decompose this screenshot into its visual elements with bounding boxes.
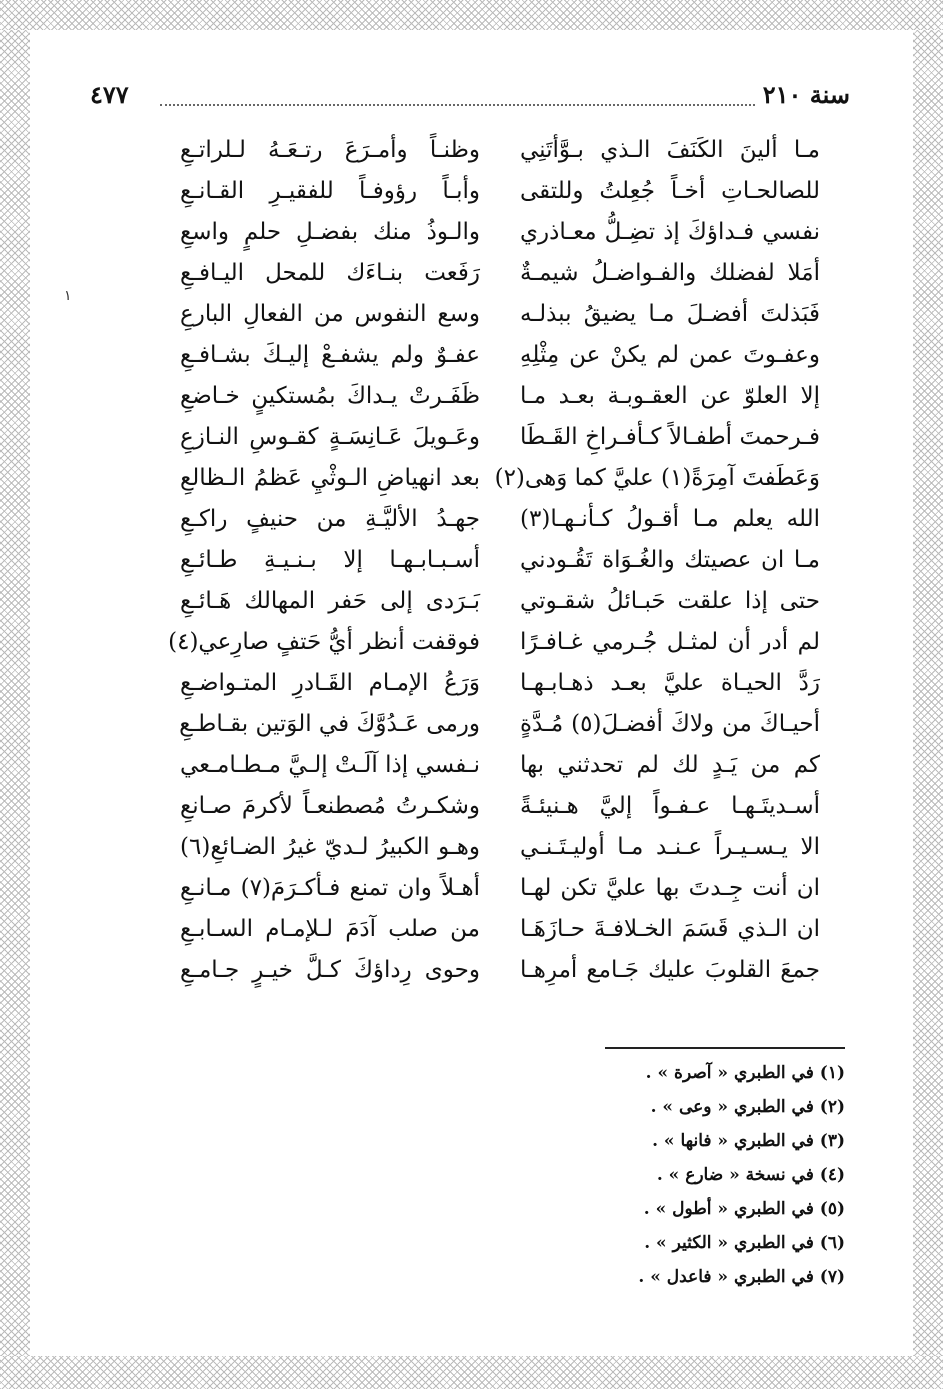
margin-mark: ١: [64, 288, 72, 304]
footnote: (١) في الطبري « آصرة » .: [645, 1063, 845, 1083]
hemistich-left: جهـدُ الأليَّـةِ من حنيفٍ راكـعِ: [180, 506, 480, 532]
hemistich-right: أمَلا لفضلك والفـواضـلُ شيمـةٌ: [520, 260, 820, 286]
hemistich-right: لم أدر أن لمثـل جُـرمي غـافـرًا: [520, 629, 820, 655]
decorative-border-right: [913, 30, 943, 1356]
footnote: (٦) في الطبري « الكثير » .: [644, 1233, 845, 1253]
footnote: (٢) في الطبري « وعى » .: [650, 1097, 845, 1117]
hemistich-right: جمعَ القلوبَ عليك جَـامع أمرِهـا: [520, 957, 820, 983]
hemistich-right: أحيـاكَ من ولاكَ أفضـلَ(٥) مُـدَّةٍ: [520, 711, 821, 737]
hemistich-right: ان الـذي قَسَمَ الخـلافـةَ حـازَهَـا: [520, 916, 820, 942]
hemistich-left: وعَـويلَ عَـانِسَـةٍ كقـوسِ النـازعِ: [180, 424, 480, 450]
hemistich-left: وشكـرتُ مُصطنعـاً لأكرمَ صـانعِ: [180, 793, 480, 819]
hemistich-right: نفسي فـداؤكَ إذ تضِـلُّ معـاذري: [520, 219, 820, 245]
year-label: سنة ٢١٠: [762, 80, 850, 109]
hemistich-right: أسـديتَـهـا عـفـواً إليَّ هـنيئـةً: [520, 793, 820, 819]
hemistich-left: وهـو الكبيرُ لـديّ غيرُ الضـائعِ(٦): [180, 834, 480, 860]
hemistich-left: وحوى رِداؤكَ كـلَّ خيـرٍ جـامـعِ: [180, 957, 480, 983]
hemistich-right: الله يعلم مـا أقـولُ كـأنـهـا(٣): [520, 506, 820, 532]
hemistich-left: فوقفت أنظر أيُّ حَتفٍ صارِعي(٤): [168, 629, 480, 655]
hemistich-left: ورمى عَـدُوَّكَ في الوَتين بقـاطـعِ: [179, 711, 480, 737]
decorative-border-top: [0, 0, 943, 30]
decorative-border-left: [0, 30, 30, 1356]
hemistich-right: كم من يَـدٍ لك لم تحدثني بها: [520, 752, 820, 778]
hemistich-left: نـفسي إذا آلَـتْ إلـيَّ مـطـامـعي: [180, 752, 480, 778]
hemistich-left: وأبـاً رؤوفـاً للفقيـرِ القـانـعِ: [180, 178, 480, 204]
footnote: (٧) في الطبري « فاعدل » .: [638, 1267, 845, 1287]
hemistich-right: حتى إذا علقت حَبـائلُ شقـوتي: [520, 588, 820, 614]
hemistich-right: فَبَذلتَ أفضـلَ مـا يضيقُ ببذلـه: [520, 301, 820, 327]
verse-column-left: [168, 130, 481, 991]
hemistich-left: بَـرَدى إلى حَفر المهالك هَـائـعِ: [180, 588, 480, 614]
hemistich-left: من صلب آدَمَ لـلإمـام السـابـعِ: [180, 916, 480, 942]
hemistich-right: وعفـوتَ عمن لم يكنْ عن مِثْلِهِ: [520, 342, 820, 368]
verse-column-right: [494, 130, 821, 991]
hemistich-right: وَعَطَفتَ آمِرَةً(١) عليَّ كما وَهى(٢): [494, 465, 820, 491]
decorative-border-bottom: [0, 1356, 943, 1389]
hemistich-right: رَدَّ الحيـاة عليَّ بعـد ذهـابـهـا: [520, 670, 820, 696]
hemistich-left: عفـوٌ ولم يشفـعْ إليـكَ بشـافـعِ: [180, 342, 480, 368]
hemistich-left: وسع النفوس من الفعالِ البارعِ: [180, 301, 480, 327]
hemistich-left: أسـبـابـهـا إلا بـنـيـةِ طـائـعِ: [180, 547, 480, 573]
hemistich-right: للصالحـاتِ أخـاً جُعِلتُ وللتقى: [520, 178, 820, 204]
hemistich-right: الا يـسـيـراً عـنـد مـا أوليـتَـنـي: [520, 834, 820, 860]
hemistich-right: ان أنت جِـدتَ بها عليَّ تكن لهـا: [520, 875, 820, 901]
hemistich-left: وظنـاً وأمـرَعَ رتـعَـهُ لـلراتـعِ: [180, 137, 480, 163]
hemistich-left: أهـلاً وان تمنع فـأكـرَمَ(٧) مـانـعِ: [180, 875, 481, 901]
page-number: ٤٧٧: [90, 80, 129, 109]
hemistich-left: بعد انهياضِ الـوثْيِ عَظمُ الـظالعِ: [180, 465, 480, 491]
hemistich-right: مـا ألينَ الكَنَفَ الـذي بـوَّأتَنِي: [520, 137, 820, 163]
header-dotted-rule: [160, 104, 755, 106]
hemistich-right: فـرحمتَ أطفـالاً كـأفـراخِ القَـطَا: [520, 424, 820, 450]
hemistich-right: مـا ان عصيتك والغُـوَاة تَقُـودني: [520, 547, 820, 573]
footnotes: [520, 1058, 845, 1296]
hemistich-right: إلا العلوّ عن العقـوبـة بعـد مـا: [520, 383, 820, 409]
hemistich-left: رَفَعت بنـاءَك للمحل اليـافـعِ: [180, 260, 480, 286]
footnote-separator: [605, 1047, 845, 1049]
hemistich-left: وَرَعُ الإمـام القَـادرِ المتـواضـعِ: [180, 670, 480, 696]
page-header: [90, 80, 850, 120]
footnote: (٤) في نسخة « ضارع » .: [656, 1165, 845, 1185]
footnote: (٥) في الطبري « أطول » .: [643, 1199, 845, 1219]
hemistich-left: ظَفَـرتْ يـداكَ بمُستكينٍ خـاضعِ: [180, 383, 480, 409]
footnote: (٣) في الطبري « فانها » .: [652, 1131, 845, 1151]
hemistich-left: والـوذُ منك بفضـلِ حلمٍ واسعِ: [180, 219, 480, 245]
